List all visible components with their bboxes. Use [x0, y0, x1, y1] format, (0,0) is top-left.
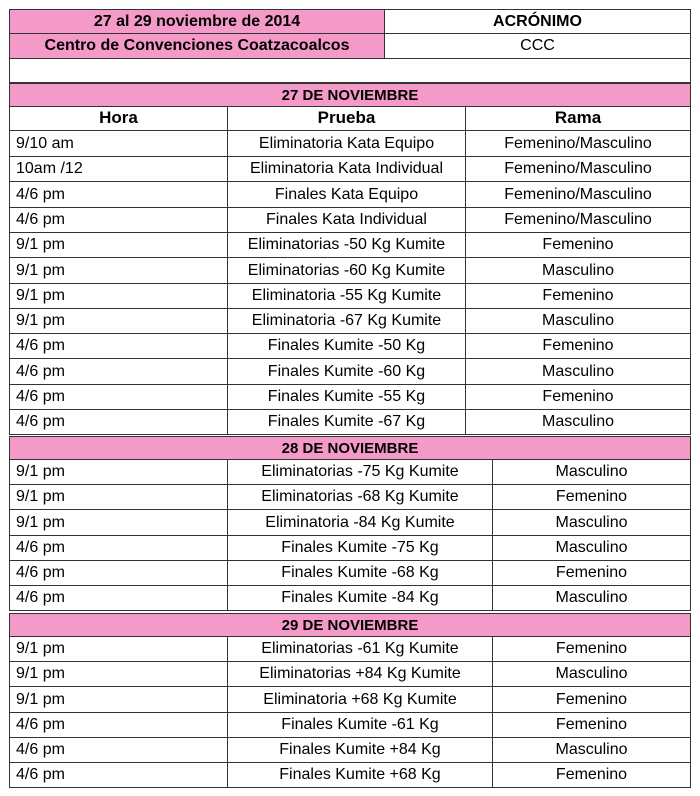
cell-hora: 9/1 pm — [9, 283, 228, 309]
cell-hora: 4/6 pm — [9, 333, 228, 359]
cell-hora: 9/10 am — [9, 131, 228, 157]
cell-rama: Femenino — [466, 283, 691, 309]
cell-hora: 9/1 pm — [9, 687, 228, 713]
cell-prueba: Eliminatorias +84 Kg Kumite — [228, 661, 493, 687]
cell-prueba: Eliminatoria -84 Kg Kumite — [228, 510, 493, 536]
cell-hora: 9/1 pm — [9, 510, 228, 536]
cell-rama: Masculino — [466, 359, 691, 385]
cell-prueba: Finales Kumite -75 Kg — [228, 535, 493, 561]
cell-hora: 9/1 pm — [9, 258, 228, 284]
cell-hora: 9/1 pm — [9, 636, 228, 662]
cell-rama: Masculino — [493, 535, 691, 561]
cell-prueba: Finales Kumite -61 Kg — [228, 712, 493, 738]
cell-prueba: Finales Kumite -50 Kg — [228, 333, 466, 359]
cell-rama: Femenino — [466, 384, 691, 410]
cell-hora: 9/1 pm — [9, 459, 228, 485]
cell-prueba: Eliminatoria -67 Kg Kumite — [228, 308, 466, 334]
cell-prueba: Eliminatoria -55 Kg Kumite — [228, 283, 466, 309]
cell-prueba: Eliminatoria Kata Equipo — [228, 131, 466, 157]
cell-rama: Femenino/Masculino — [466, 207, 691, 233]
cell-hora: 4/6 pm — [9, 737, 228, 763]
cell-rama: Femenino — [466, 232, 691, 258]
cell-prueba: Finales Kumite +68 Kg — [228, 762, 493, 788]
day-header: 29 DE NOVIEMBRE — [9, 613, 691, 637]
cell-prueba: Finales Kata Individual — [228, 207, 466, 233]
cell-prueba: Finales Kumite -68 Kg — [228, 560, 493, 586]
cell-hora: 4/6 pm — [9, 560, 228, 586]
cell-prueba: Eliminatorias -60 Kg Kumite — [228, 258, 466, 284]
cell-prueba: Eliminatoria Kata Individual — [228, 156, 466, 182]
cell-hora: 9/1 pm — [9, 308, 228, 334]
acronym-label: ACRÓNIMO — [493, 12, 582, 30]
cell-hora: 4/6 pm — [9, 182, 228, 208]
day-header: 27 DE NOVIEMBRE — [9, 83, 691, 107]
column-header-hora: Hora — [9, 106, 228, 131]
column-header-rama: Rama — [466, 106, 691, 131]
cell-rama: Femenino — [493, 560, 691, 586]
cell-prueba: Finales Kumite -67 Kg — [228, 409, 466, 435]
cell-rama: Masculino — [466, 258, 691, 284]
cell-prueba: Eliminatorias -50 Kg Kumite — [228, 232, 466, 258]
cell-hora: 4/6 pm — [9, 762, 228, 788]
cell-hora: 4/6 pm — [9, 409, 228, 435]
cell-hora: 4/6 pm — [9, 384, 228, 410]
cell-hora: 4/6 pm — [9, 207, 228, 233]
cell-hora: 4/6 pm — [9, 359, 228, 385]
cell-prueba: Finales Kumite -84 Kg — [228, 585, 493, 611]
cell-rama: Femenino/Masculino — [466, 156, 691, 182]
cell-prueba: Finales Kumite +84 Kg — [228, 737, 493, 763]
cell-hora: 9/1 pm — [9, 484, 228, 510]
cell-rama: Femenino — [493, 687, 691, 713]
cell-rama: Masculino — [493, 585, 691, 611]
cell-rama: Masculino — [466, 409, 691, 435]
cell-prueba: Eliminatorias -61 Kg Kumite — [228, 636, 493, 662]
cell-rama: Masculino — [493, 510, 691, 536]
cell-prueba: Eliminatoria +68 Kg Kumite — [228, 687, 493, 713]
cell-hora: 4/6 pm — [9, 585, 228, 611]
venue-name: Centro de Convenciones Coatzacoalcos — [44, 37, 350, 54]
cell-rama: Femenino — [493, 484, 691, 510]
cell-rama: Femenino — [493, 712, 691, 738]
cell-prueba: Eliminatorias -68 Kg Kumite — [228, 484, 493, 510]
cell-rama: Masculino — [493, 661, 691, 687]
cell-prueba: Finales Kata Equipo — [228, 182, 466, 208]
cell-hora: 10am /12 — [9, 156, 228, 182]
spacer-row — [9, 58, 691, 83]
cell-rama: Femenino — [493, 762, 691, 788]
cell-hora: 9/1 pm — [9, 232, 228, 258]
cell-hora: 4/6 pm — [9, 712, 228, 738]
cell-rama: Masculino — [493, 459, 691, 485]
cell-prueba: Eliminatorias -75 Kg Kumite — [228, 459, 493, 485]
cell-hora: 9/1 pm — [9, 661, 228, 687]
cell-prueba: Finales Kumite -55 Kg — [228, 384, 466, 410]
cell-rama: Femenino/Masculino — [466, 182, 691, 208]
cell-hora: 4/6 pm — [9, 535, 228, 561]
cell-rama: Femenino — [466, 333, 691, 359]
column-header-prueba: Prueba — [228, 106, 466, 131]
cell-prueba: Finales Kumite -60 Kg — [228, 359, 466, 385]
acronym-value: CCC — [520, 37, 555, 54]
cell-rama: Femenino — [493, 636, 691, 662]
cell-rama: Masculino — [493, 737, 691, 763]
cell-rama: Femenino/Masculino — [466, 131, 691, 157]
cell-rama: Masculino — [466, 308, 691, 334]
event-dates: 27 al 29 noviembre de 2014 — [93, 12, 301, 30]
day-header: 28 DE NOVIEMBRE — [9, 436, 691, 460]
